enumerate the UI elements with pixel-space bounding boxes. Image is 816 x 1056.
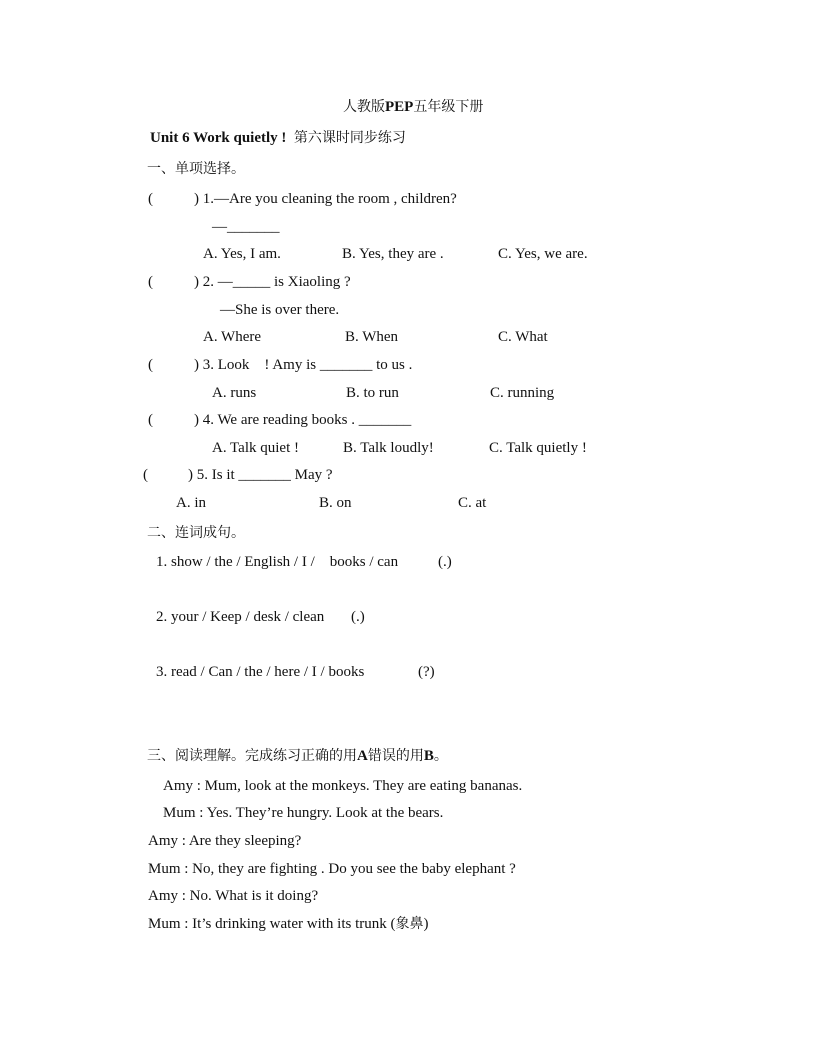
q1-option-a: A. Yes, I am. — [203, 246, 281, 262]
q5-answer-blank: ( — [143, 467, 148, 483]
q4-answer-blank: ( — [148, 412, 153, 428]
q3-question: ) 3. Look ! Amy is _______ to us . — [194, 357, 413, 373]
q5-option-a: A. in — [176, 495, 206, 511]
q2-option-c: C. What — [498, 329, 548, 345]
title-rest: 五年级下册 — [413, 99, 484, 115]
dialogue-line-6 — [148, 915, 428, 933]
q4-option-c: C. Talk quietly ! — [489, 440, 587, 456]
q3-answer-blank: ( — [148, 357, 153, 373]
section3-heading-end: 。 — [433, 748, 448, 764]
q1-option-c: C. Yes, we are. — [498, 246, 588, 262]
dialogue-line-2: Mum : Yes. They’re hungry. Look at the bears. — [163, 805, 444, 821]
q2-option-a: A. Where — [203, 329, 262, 345]
q5-question: ) 5. Is it _______ May ? — [188, 467, 333, 483]
section2-heading: 二、连词成句。 — [147, 525, 245, 541]
q2-answer-blank: ( — [148, 274, 153, 290]
q3-option-b: B. to run — [346, 385, 399, 401]
q2-option-b: B. When — [345, 329, 399, 345]
q1-reply: —_______ — [212, 219, 280, 235]
section3-heading-a: A — [357, 748, 368, 764]
sentence1-words: 1. show / the / English / I / books / can — [156, 554, 399, 570]
q5-option-c: C. at — [458, 495, 487, 511]
q4-option-a: A. Talk quiet ! — [212, 440, 299, 456]
sentence3-punct: (?) — [418, 664, 435, 680]
dialogue-line-4: Mum : No, they are fighting . Do you see the baby elephant ? — [148, 861, 516, 877]
q3-option-a: A. runs — [212, 385, 257, 401]
q1-option-b: B. Yes, they are . — [342, 246, 444, 262]
close-paren: ) — [423, 916, 429, 932]
q2-reply: —She is over there. — [220, 302, 340, 318]
q1-question: ) 1.—Are you cleaning the room , children? — [194, 191, 457, 207]
section3-heading — [147, 747, 448, 765]
sentence1-punct: (.) — [438, 554, 452, 570]
dialogue-line-6-text: Mum : It’s drinking water with its trunk ( — [148, 916, 396, 932]
dialogue-line-3: Amy : Are they sleeping? — [148, 833, 302, 849]
section3-heading-cn: 三、阅读理解。完成练习正确的用 — [147, 748, 357, 764]
q4-option-b: B. Talk loudly! — [343, 440, 434, 456]
q4-question: ) 4. We are reading books . _______ — [194, 412, 412, 428]
sentence3-words: 3. read / Can / the / here / I / books — [156, 664, 365, 680]
dialogue-line-5: Amy : No. What is it doing? — [148, 888, 319, 904]
q3-option-c: C. running — [490, 385, 555, 401]
section3-heading-b: B — [423, 748, 434, 764]
section1-heading: 一、单项选择。 — [147, 161, 245, 177]
sentence2-punct: (.) — [351, 609, 365, 625]
trunk-cn: 象鼻 — [395, 916, 424, 932]
title-cn: 人教版 — [343, 99, 385, 115]
unit-title — [150, 129, 406, 147]
section3-heading-mid: 错误的用 — [367, 748, 424, 764]
title-pep: PEP — [385, 99, 414, 115]
unit-title-en: Unit 6 Work quietly ! — [150, 130, 287, 146]
sentence2-words: 2. your / Keep / desk / clean — [156, 609, 325, 625]
q2-question: ) 2. —_____ is Xiaoling ? — [194, 274, 351, 290]
dialogue-line-1: Amy : Mum, look at the monkeys. They are eating bananas. — [163, 778, 523, 794]
q5-option-b: B. on — [319, 495, 352, 511]
unit-title-cn: 第六课时同步练习 — [293, 130, 406, 146]
page-title — [343, 98, 483, 116]
q1-answer-blank: ( — [148, 191, 153, 207]
